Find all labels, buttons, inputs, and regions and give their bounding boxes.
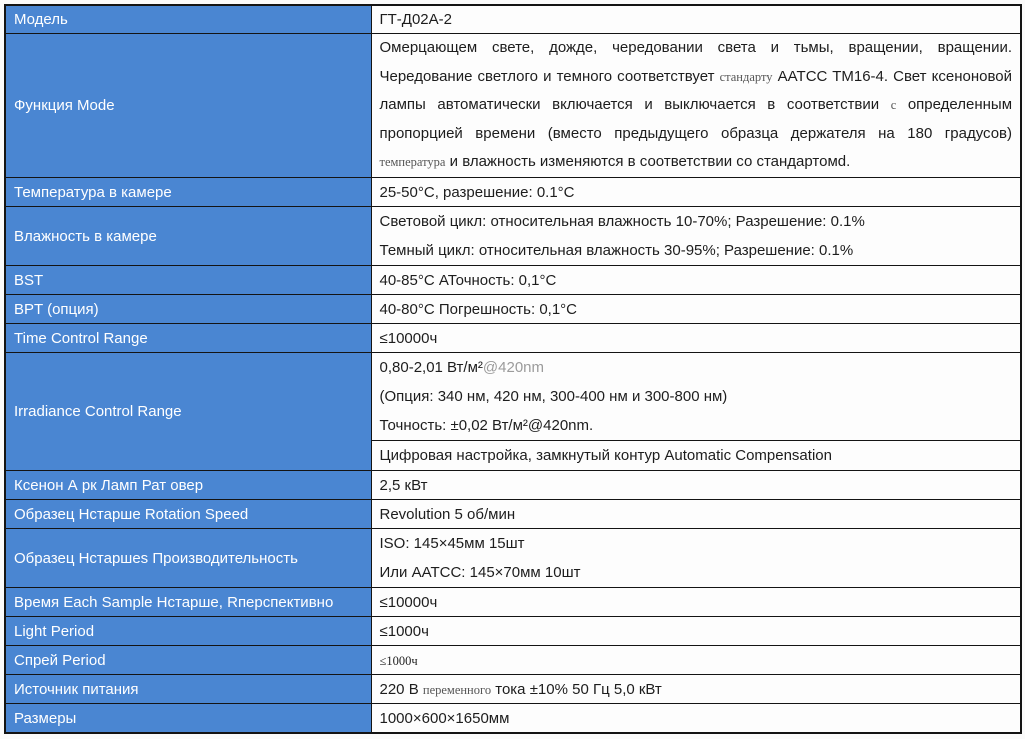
spec-value-power-supply [371,675,1021,704]
spec-value-rotation-speed: Revolution 5 об/мин [371,500,1021,529]
table-row-rotation-speed [5,500,1021,529]
spec-label-sample-time: Время Each Sample Нстарше, Rперспективно [5,588,371,617]
spec-label-bpt: BPT (опция) [5,295,371,324]
text-segment-small: переменного [422,682,492,697]
spec-label-power-supply: Источник питания [5,675,371,704]
value-line: Световой цикл: относительная влажность 10-70%; Разрешение: 0.1% [379,213,865,230]
text-segment: 220 В [379,680,423,698]
spec-label-xenon-lamp-power: Ксенон А рк Ламп Рат овер [5,471,371,500]
value-line: (Опция: 340 нм, 420 нм, 300-400 нм и 300-800 нм) [379,388,728,405]
text-segment-small: стандарту [719,69,773,84]
value-line: ISO: 145×45мм 15шт [379,535,525,552]
spec-value-xenon-lamp-power: 2,5 кВт [371,471,1021,500]
spec-value-bpt: 40-80°C Погрешность: 0,1°C [371,295,1021,324]
spec-value-light-period: ≤1000ч [371,617,1021,646]
table-row-function-mode [5,34,1021,178]
table-row-spray-period [5,646,1021,675]
text-segment-small: температура [379,155,446,170]
table-row-light-period [5,617,1021,646]
table-row-chamber-temperature [5,178,1021,207]
spec-value-chamber-temperature: 25-50°C, разрешение: 0.1°C [371,178,1021,207]
spec-label-function-mode: Функция Mode [5,34,371,178]
spec-label-spray-period: Спрей Period [5,646,371,675]
table-row-chamber-humidity [5,207,1021,266]
spec-label-sample-capacity: Образец Нстаршеs Производительность [5,529,371,588]
table-row-bst [5,266,1021,295]
spec-value-function-mode [371,34,1021,178]
table-row-dimensions [5,704,1021,734]
value-line: Или AATCC: 145×70мм 10шт [379,564,581,581]
spec-value-model: ГТ-Д02А-2 [371,5,1021,34]
text-segment: 0,80-2,01 Вт/м² [379,359,483,376]
text-segment: определенным пропорцией времени (вместо предыдущего образца держателя на 180 градусов) [379,96,1013,142]
spec-value-sample-capacity [371,529,1021,588]
text-segment: Омерцающем свете, дожде, чередовании света и тьмы, вращении, вращении. Чередование светлого и темного соответствует [379,39,1012,85]
spec-value-chamber-humidity [371,207,1021,266]
spec-value-irradiance-range [371,353,1021,441]
spec-label-irradiance-range: Irradiance Control Range [5,353,371,471]
text-segment-gray: @420nm [482,359,544,376]
spec-label-rotation-speed: Образец Нстарше Rotation Speed [5,500,371,529]
text-segment: и влажность изменяются в соответствии со стандартомd. [445,153,851,171]
table-row-bpt [5,295,1021,324]
table-row-sample-capacity [5,529,1021,588]
spec-value-irradiance-adjustment: Цифровая настройка, замкнутый контур Automatic Compensation [371,441,1021,471]
table-row-xenon-lamp-power [5,471,1021,500]
spec-label-chamber-temperature: Температура в камере [5,178,371,207]
table-row-model [5,5,1021,34]
text-segment-small: ≤1000ч [379,653,418,668]
spec-label-time-control-range: Time Control Range [5,324,371,353]
spec-label-light-period: Light Period [5,617,371,646]
text-segment-small: с [890,98,897,113]
table-row-power-supply [5,675,1021,704]
value-line: Точность: ±0,02 Вт/м²@420nm. [379,417,594,434]
value-line [380,353,1013,382]
spec-label-bst: BST [5,266,371,295]
spec-value-time-control-range: ≤10000ч [371,324,1021,353]
function-mode-paragraph [380,34,1013,177]
spec-value-sample-time: ≤10000ч [371,588,1021,617]
text-segment: AATCC TM16-4. Свет ксеноновой лампы автоматически включается и выключается в соответствии [379,67,1012,114]
value-line: Темный цикл: относительная влажность 30-95%; Разрешение: 0.1% [379,242,854,259]
spec-label-model: Модель [5,5,371,34]
spec-value-dimensions: 1000×600×1650мм [371,704,1021,734]
table-row-irradiance-range [5,353,1021,441]
spec-value-bst: 40-85°C АТочность: 0,1°C [371,266,1021,295]
spec-label-chamber-humidity: Влажность в камере [5,207,371,266]
table-row-time-control-range [5,324,1021,353]
spec-value-spray-period [371,646,1021,675]
spec-table [4,4,1022,734]
spec-label-dimensions: Размеры [5,704,371,734]
table-row-sample-time [5,588,1021,617]
text-segment: тока ±10% 50 Гц 5,0 кВт [491,680,662,698]
